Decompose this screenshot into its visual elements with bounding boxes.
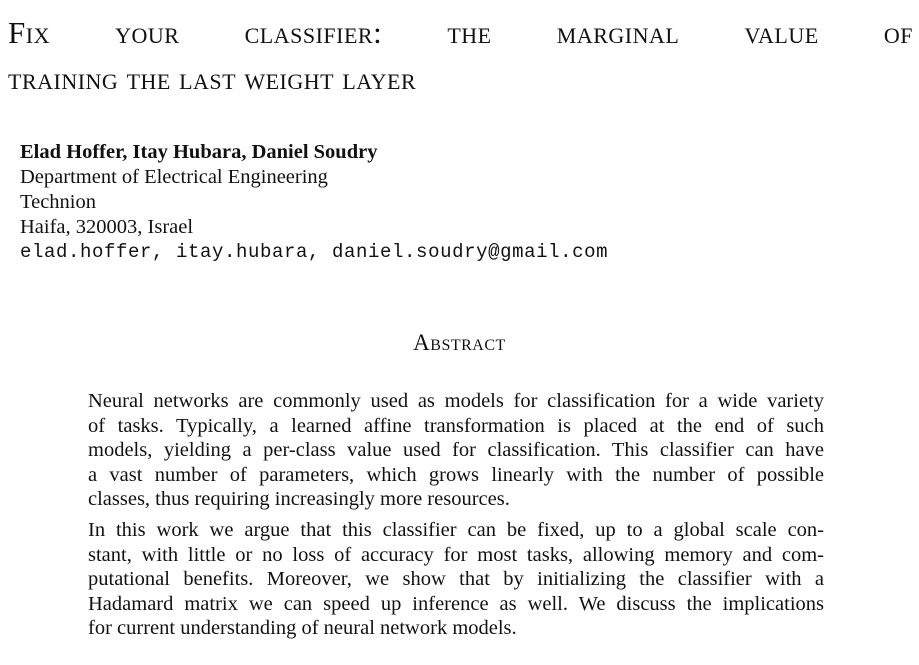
abstract-paragraph-1 xyxy=(88,389,824,512)
abstract-line: Neural networks are commonly used as models for classification for a wide variety xyxy=(88,390,824,412)
abstract-line: for current understanding of neural network models. xyxy=(88,617,517,640)
abstract-line: of tasks. Typically, a learned affine transformation is placed at the end of such xyxy=(88,414,824,437)
abstract-line: stant, with little or no loss of accuracy for most tasks, allowing memory and com- xyxy=(88,543,824,566)
abstract-line: putational benefits. Moreover, we show that by initializing the classifier with a xyxy=(88,568,824,591)
abstract-heading: Abstract xyxy=(413,330,506,355)
author-emails: elad.hoffer, itay.hubara, daniel.soudry@gmail.com xyxy=(20,241,609,263)
abstract-line: Hadamard matrix we can speed up inference as well. We discuss the implications xyxy=(88,592,824,615)
paper-title xyxy=(8,10,913,102)
affiliation-institution: Technion xyxy=(20,191,96,213)
abstract-paragraph-2 xyxy=(88,518,824,641)
abstract-line: models, yielding a per-class value used for classification. This classifier can have xyxy=(88,439,824,462)
author-block xyxy=(20,140,608,265)
abstract-line: classes, thus requiring increasingly more resources. xyxy=(88,488,510,511)
abstract-line: In this work we argue that this classifier can be fixed, up to a global scale con- xyxy=(88,518,824,541)
title-line-2: training the last weight layer xyxy=(8,61,417,96)
affiliation-department: Department of Electrical Engineering xyxy=(20,166,328,188)
title-line-1: Fix your classifier: the marginal value of xyxy=(8,15,913,50)
abstract-line: a vast number of parameters, which grows linearly with the number of possible xyxy=(88,463,824,486)
abstract-body xyxy=(88,389,824,647)
affiliation-location: Haifa, 320003, Israel xyxy=(20,216,194,238)
author-names: Elad Hoffer, Itay Hubara, Daniel Soudry xyxy=(20,141,378,163)
